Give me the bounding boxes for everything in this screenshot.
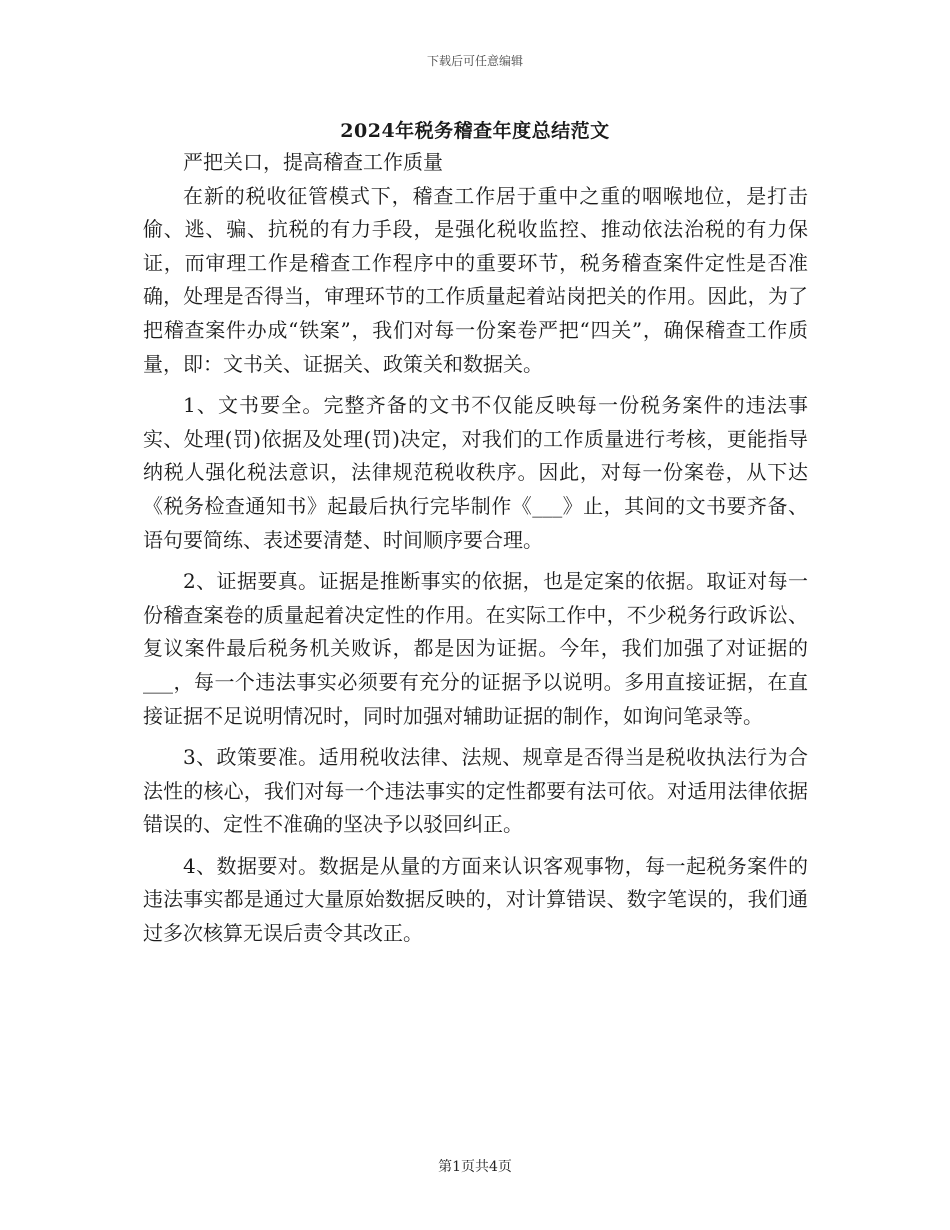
paragraph-intro: 在新的税收征管模式下，稽查工作居于重中之重的咽喉地位，是打击偷、逃、骗、抗税的有力手段，是强化税收监控、推动依法治税的有力保证，而审理工作是稽查工作程序中的重要环节，税务稽查案件定性是否准确，处理是否得当，审理环节的工作质量起着站岗把关的作用。因此，为了把稽查案件办成“铁案”，我们对每一份案卷严把“四关”，确保稽查工作质量，即：文书关、证据关、政策关和数据关。 bbox=[143, 183, 808, 376]
page-header-note: 下载后可任意编辑 bbox=[426, 54, 523, 68]
paragraph-data: 4、数据要对。数据是从量的方面来认识客观事物，每一起税务案件的违法事实都是通过大量原始数据反映的，对计算错误、数字笔误的，我们通过多次核算无误后责令其改正。 bbox=[143, 853, 808, 946]
section-heading: 严把关口，提高稽查工作质量 bbox=[183, 150, 443, 174]
document-title: 2024年税务稽查年度总结范文 bbox=[340, 120, 610, 142]
page-number: 第1页共4页 bbox=[438, 1159, 512, 1175]
paragraph-documents: 1、文书要全。完整齐备的文书不仅能反映每一份税务案件的违法事实、处理(罚)依据及处理(罚)决定，对我们的工作质量进行考核，更能指导纳税人强化税法意识，法律规范税收秩序。因此，对每一份案卷，从下达《税务检查通知书》起最后执行完毕制作《___》止，其间的文书要齐备、语句要简练、表述要清楚、时间顺序要合理。 bbox=[143, 393, 808, 552]
document-body bbox=[143, 146, 808, 951]
paragraph-policy: 3、政策要准。适用税收法律、法规、规章是否得当是税收执法行为合法性的核心，我们对每一个违法事实的定性都要有法可依。对适用法律依据错误的、定性不准确的坚决予以驳回纠正。 bbox=[143, 745, 808, 837]
paragraph-evidence: 2、证据要真。证据是推断事实的依据，也是定案的依据。取证对每一份稽查案卷的质量起着决定性的作用。在实际工作中，不少税务行政诉讼、复议案件最后税务机关败诉，都是因为证据。今年，我们加强了对证据的___，每一个违法事实必须要有充分的证据予以说明。多用直接证据，在直接证据不足说明情况时，同时加强对辅助证据的制作，如询问笔录等。 bbox=[143, 569, 808, 728]
